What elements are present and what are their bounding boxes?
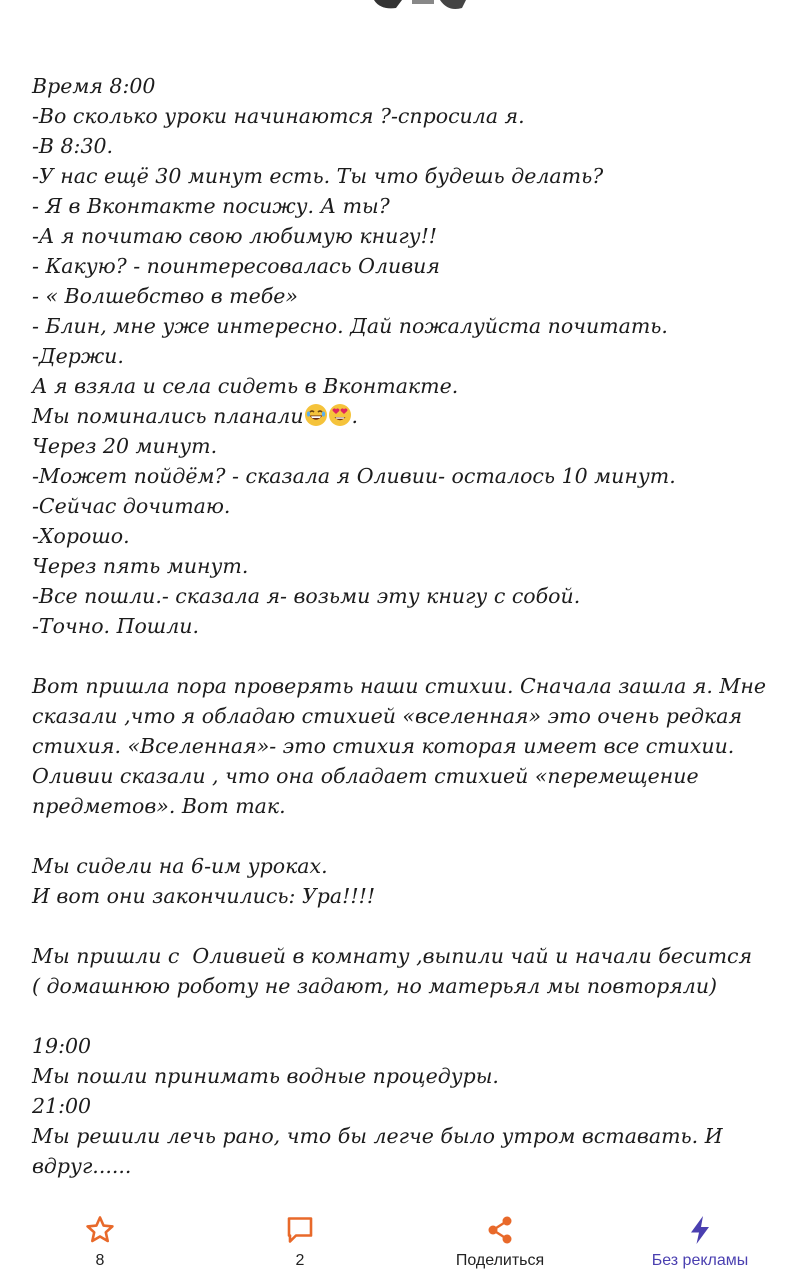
laughing-emoji-icon: [304, 403, 328, 427]
story-line: -Держи.: [32, 344, 124, 368]
like-count: 8: [95, 1252, 105, 1269]
story-line: -Сейчас дочитаю.: [32, 494, 231, 518]
star-icon: [84, 1214, 116, 1246]
story-line: 19:00: [32, 1034, 92, 1058]
image-fragment: [330, 0, 510, 12]
comments-button[interactable]: [200, 1214, 400, 1274]
story-line-with-emoji: [32, 401, 772, 431]
like-button[interactable]: [0, 1214, 200, 1274]
story-line: -Во сколько уроки начинаются ?-спросила я.: [32, 104, 525, 128]
story-line: Время 8:00: [32, 74, 156, 98]
story-line: -Хорошо.: [32, 524, 130, 548]
blank-line: [32, 1001, 772, 1031]
story-line: -Точно. Пошли.: [32, 614, 199, 638]
share-button[interactable]: [400, 1214, 600, 1274]
story-line: - Какую? - поинтересовалась Оливия: [32, 254, 440, 278]
heart-eyes-emoji-icon: [328, 403, 352, 427]
story-line-tail: .: [351, 404, 359, 428]
comment-icon: [284, 1214, 316, 1246]
blank-line: [32, 641, 772, 671]
comment-count: 2: [295, 1252, 305, 1269]
story-line: - Я в Вконтакте посижу. А ты?: [32, 194, 390, 218]
story-line: Мы пошли принимать водные процедуры.: [32, 1064, 499, 1088]
story-paragraph: Вот пришла пора проверять наши стихии. Сначала зашла я. Мне сказали ,что я обладаю стихией «вселенная» это очень редкая стихия. «Вселенная»- это стихия которая имеет все стихии. Оливии сказали , что она обладает стихией «перемещение предметов». Вот так.: [32, 674, 767, 818]
story-line: Мы сидели на 6-им уроках.: [32, 854, 328, 878]
story-line: -Может пойдём? - сказала я Оливии- осталось 10 минут.: [32, 464, 676, 488]
story-line: -В 8:30.: [32, 134, 114, 158]
story-line: Мы пришли с Оливией в комнату ,выпили чай и начали бесится: [32, 944, 753, 968]
lightning-icon: [684, 1214, 716, 1246]
share-icon: [484, 1214, 516, 1246]
blank-line: [32, 911, 772, 941]
story-line: -А я почитаю свою любимую книгу!!: [32, 224, 438, 248]
story-line: -У нас ещё 30 минут есть. Ты что будешь делать?: [32, 164, 604, 188]
no-ads-label: Без рекламы: [651, 1252, 749, 1269]
blank-line: [32, 821, 772, 851]
story-line: 21:00: [32, 1094, 92, 1118]
story-line: И вот они закончились: Ура!!!!: [32, 884, 376, 908]
story-text: [32, 71, 772, 1181]
story-line: - Блин, мне уже интересно. Дай пожалуйста почитать.: [32, 314, 668, 338]
story-line: - « Волшебство в тебе»: [32, 284, 298, 308]
story-line: А я взяла и села сидеть в Вконтакте.: [32, 374, 459, 398]
story-paragraph: Мы решили лечь рано, что бы легче было утром вставать. И вдруг......: [32, 1124, 723, 1178]
story-line: Через пять минут.: [32, 554, 249, 578]
story-line: Через 20 минут.: [32, 434, 218, 458]
no-ads-button[interactable]: [600, 1214, 800, 1274]
story-line: ( домашнюю роботу не задают, но матерьял мы повторяли): [32, 974, 718, 998]
story-line: -Все пошли.- сказала я- возьми эту книгу с собой.: [32, 584, 581, 608]
bottom-action-bar: [0, 1200, 800, 1280]
share-label: Поделиться: [455, 1252, 545, 1269]
story-line-text: Мы поминались планали: [32, 404, 304, 428]
